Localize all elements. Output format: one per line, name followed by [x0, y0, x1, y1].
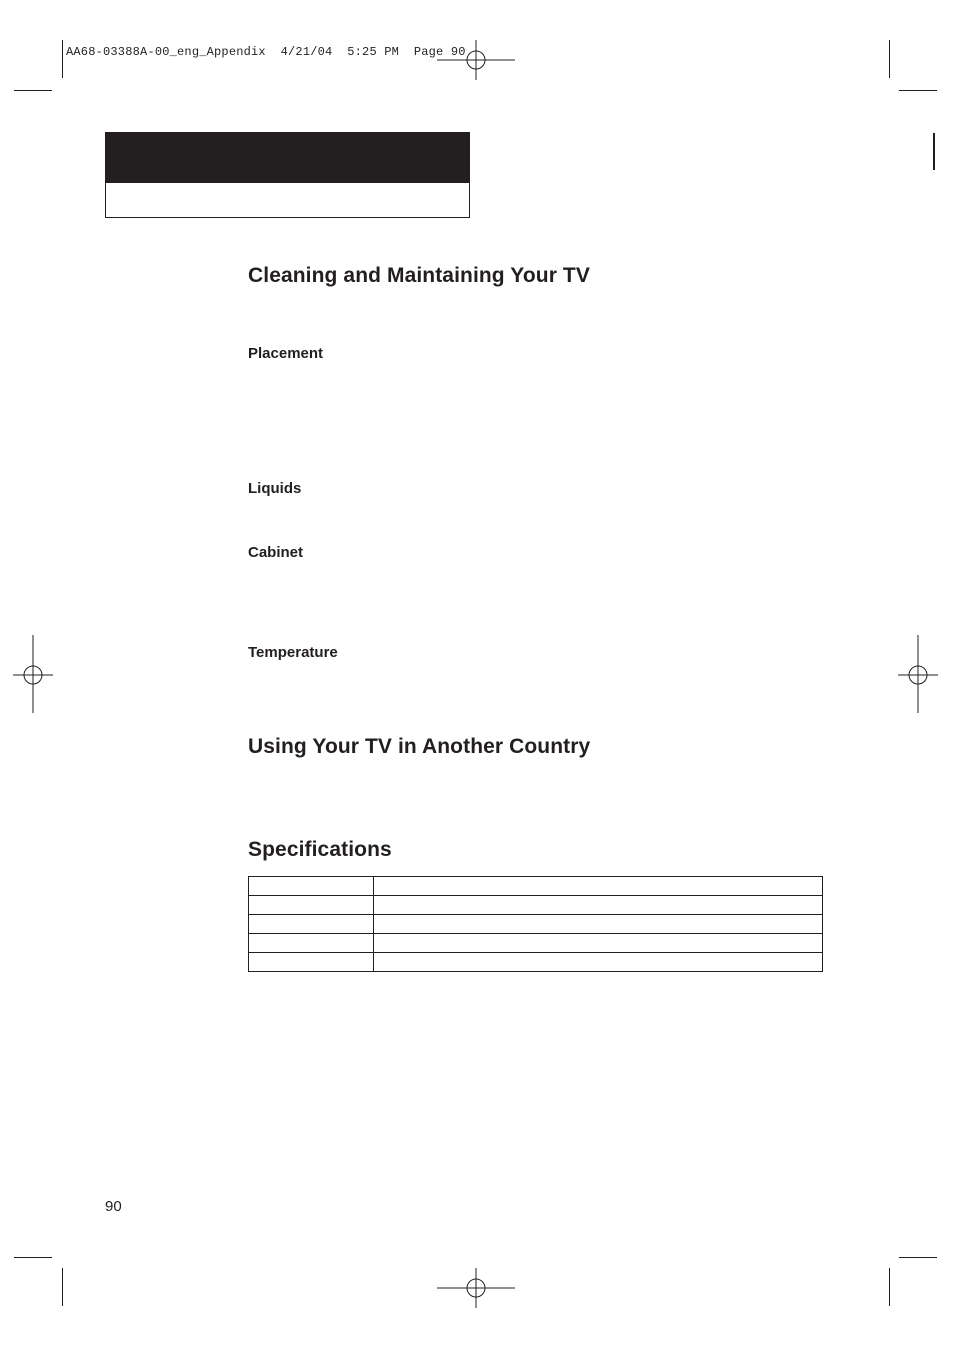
spec-value-cell: [374, 915, 823, 934]
spec-value-cell: [374, 934, 823, 953]
registration-mark-left-icon: [13, 635, 53, 715]
registration-mark-bottom-icon: [437, 1268, 517, 1308]
thumb-tab-bar: [933, 133, 935, 170]
specifications-heading: Specifications: [248, 838, 392, 861]
spec-label-cell: [249, 953, 374, 972]
page-number: 90: [105, 1198, 122, 1215]
spec-value-cell: [374, 877, 823, 896]
temperature-subheading: Temperature: [248, 644, 338, 661]
spec-label-cell: [249, 877, 374, 896]
table-row: [249, 934, 823, 953]
chapter-header-box: [105, 132, 470, 218]
printer-slug-line: AA68-03388A-00_eng_Appendix 4/21/04 5:25 PM Page 90: [66, 45, 466, 59]
spec-label-cell: [249, 915, 374, 934]
crop-mark-bottom-left-horizontal: [14, 1257, 52, 1258]
table-row: [249, 915, 823, 934]
liquids-subheading: Liquids: [248, 480, 302, 497]
spec-label-cell: [249, 934, 374, 953]
registration-mark-top-icon: [437, 40, 517, 80]
crop-mark-bottom-right-horizontal: [899, 1257, 937, 1258]
spec-value-cell: [374, 953, 823, 972]
specifications-table: [248, 876, 823, 972]
crop-mark-top-left-vertical: [62, 40, 63, 78]
crop-mark-top-right-vertical: [889, 40, 890, 78]
cleaning-maintaining-heading: Cleaning and Maintaining Your TV: [248, 264, 590, 287]
placement-subheading: Placement: [248, 345, 324, 362]
another-country-heading: Using Your TV in Another Country: [248, 735, 591, 758]
chapter-header-band: [106, 133, 469, 183]
crop-mark-bottom-right-vertical: [889, 1268, 890, 1306]
table-row: [249, 896, 823, 915]
table-row: [249, 877, 823, 896]
crop-mark-top-right-horizontal: [899, 90, 937, 91]
crop-mark-bottom-left-vertical: [62, 1268, 63, 1306]
spec-value-cell: [374, 896, 823, 915]
spec-label-cell: [249, 896, 374, 915]
crop-mark-top-left-horizontal: [14, 90, 52, 91]
registration-mark-right-icon: [898, 635, 938, 715]
cabinet-subheading: Cabinet: [248, 544, 304, 561]
table-row: [249, 953, 823, 972]
